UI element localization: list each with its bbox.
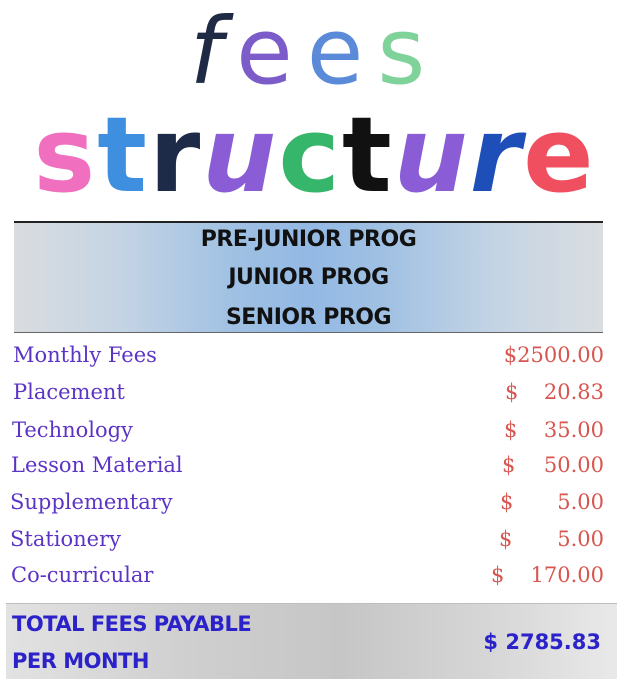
fee-row-monthly <box>0 343 629 379</box>
program-junior: JUNIOR PROG <box>228 265 389 290</box>
fee-label: Stationery <box>10 527 121 551</box>
fee-row-technology <box>0 418 629 454</box>
fee-amount: 50.00 <box>543 453 604 477</box>
title-letter: f <box>189 0 237 105</box>
fee-label: Monthly Fees <box>13 343 157 367</box>
title-letter: r <box>149 94 203 216</box>
total-value: $ 2785.83 <box>483 630 601 654</box>
fee-label: Lesson Material <box>11 453 183 477</box>
title-letter: t <box>97 94 149 216</box>
program-senior: SENIOR PROG <box>225 305 392 330</box>
fee-amount: 5.00 <box>557 527 604 551</box>
total-label-line1: TOTAL FEES PAYABLE <box>12 612 252 636</box>
title-letter: e <box>523 94 596 216</box>
fee-label: Co-curricular <box>11 563 154 587</box>
fee-amount: 5.00 <box>557 490 604 514</box>
fee-label: Technology <box>12 418 133 442</box>
fee-label: Supplementary <box>10 490 173 514</box>
fee-currency: $ <box>504 418 518 442</box>
title-letter: u <box>202 94 279 216</box>
program-header <box>14 221 603 333</box>
total-band <box>6 603 617 679</box>
title-fees <box>0 0 629 105</box>
title-letter: e <box>236 0 307 105</box>
fee-amount: 20.83 <box>543 380 604 404</box>
title-letter: s <box>33 94 98 216</box>
fee-row-supplementary <box>0 490 629 526</box>
program-pre-junior: PRE-JUNIOR PROG <box>200 227 417 252</box>
fee-amount: 170.00 <box>530 563 604 587</box>
total-label-line2: PER MONTH <box>12 649 149 673</box>
title-letter: u <box>393 94 470 216</box>
fee-amount: 35.00 <box>543 418 604 442</box>
fee-currency: $ <box>502 453 516 477</box>
title-letter: c <box>278 94 342 216</box>
fee-row-stationery <box>0 527 629 563</box>
title-letter: t <box>342 94 394 216</box>
fee-row-co-curricular <box>0 563 629 599</box>
fee-label: Placement <box>13 380 125 404</box>
fee-currency: $ <box>499 527 513 551</box>
fee-currency: $ <box>505 380 519 404</box>
fee-currency: $ <box>500 490 514 514</box>
title-letter: s <box>377 0 440 105</box>
title-letter: r <box>469 94 524 216</box>
fee-row-lesson-material <box>0 453 629 489</box>
title-letter: e <box>306 0 378 105</box>
fee-amount: $2500.00 <box>503 343 604 367</box>
fee-row-placement <box>0 380 629 416</box>
title-structure <box>0 94 629 216</box>
fee-currency: $ <box>491 563 505 587</box>
